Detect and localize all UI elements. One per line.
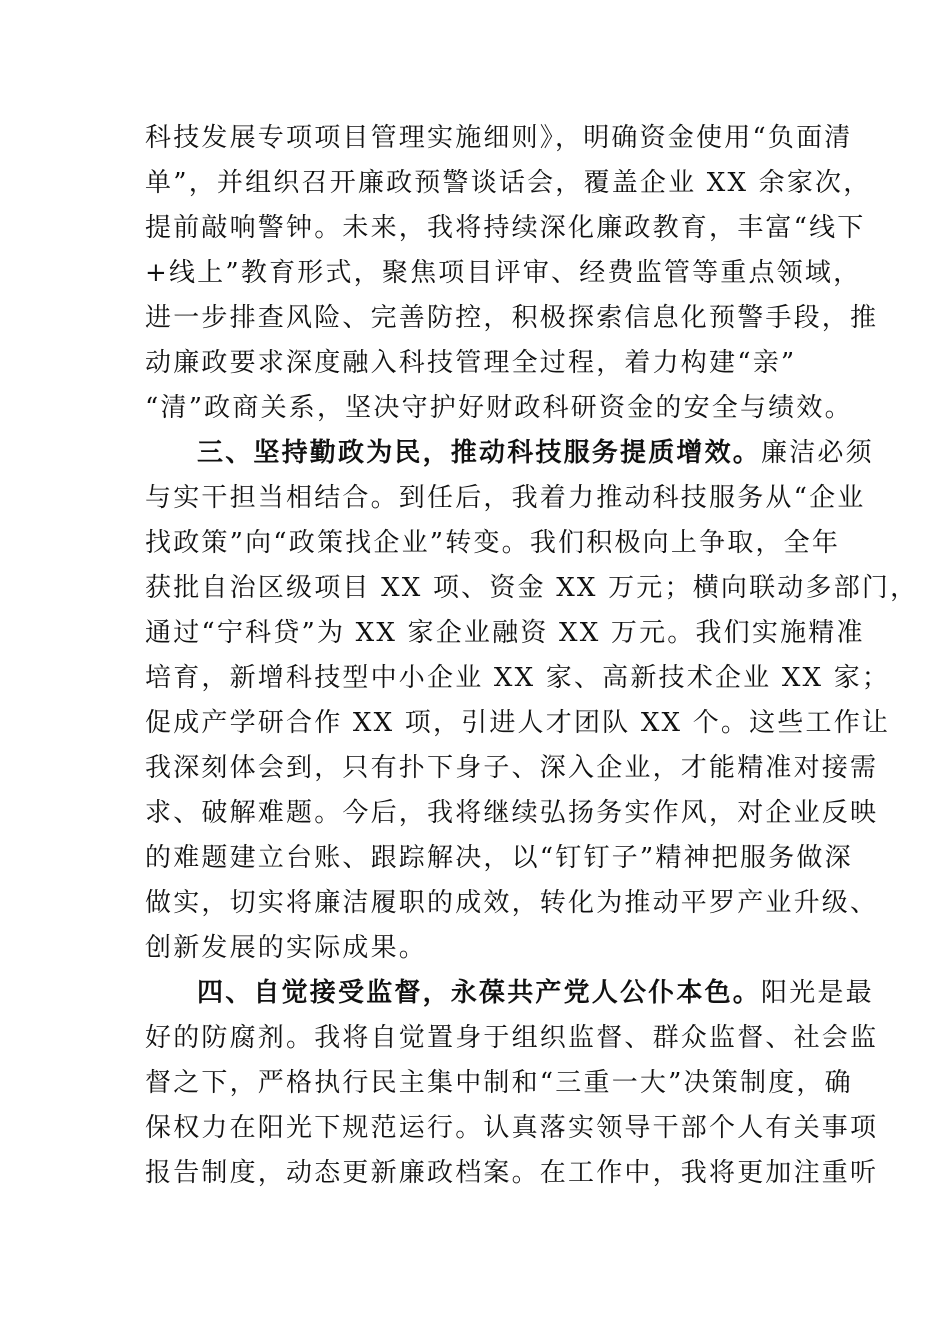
body-line: 督之下，严格执行民主集中制和“三重一大”决策制度，确	[145, 1068, 853, 1098]
body-line: 促成产学研合作 XX 项，引进人才团队 XX 个。这些工作让	[145, 708, 891, 738]
body-line: 与实干担当相结合。到任后，我着力推动科技服务从“企业	[145, 483, 866, 513]
body-line: 报告制度，动态更新廉政档案。在工作中，我将更加注重听	[145, 1158, 879, 1188]
section-4-heading: 四、自觉接受监督，永葆共产党人公仆本色。	[197, 978, 762, 1008]
body-line: 提前敲响警钟。未来，我将持续深化廉政教育，丰富“线下	[145, 213, 866, 243]
body-line: 做实，切实将廉洁履职的成效，转化为推动平罗产业升级、	[145, 888, 879, 918]
document-body	[145, 116, 919, 1196]
body-line: 科技发展专项项目管理实施细则》，明确资金使用“负面清	[145, 123, 853, 153]
body-line: +线上”教育形式，聚焦项目评审、经费监管等重点领域，	[145, 258, 862, 288]
body-line: 培育，新增科技型中小企业 XX 家、高新技术企业 XX 家；	[145, 663, 891, 693]
body-line: 求、破解难题。今后，我将继续弘扬务实作风，对企业反映	[145, 798, 879, 828]
section-3-first-line-text: 廉洁必须	[761, 438, 874, 468]
body-line: 找政策”向“政策找企业”转变。我们积极向上争取，全年	[145, 528, 841, 558]
section-3-heading: 三、坚持勤政为民，推动科技服务提质增效。	[197, 438, 762, 468]
section-4-first-line-text: 阳光是最	[761, 978, 874, 1008]
body-line: 的难题建立台账、跟踪解决，以“钉钉子”精神把服务做深	[145, 843, 853, 873]
body-line: “清”政商关系，坚决守护好财政科研资金的安全与绩效。	[145, 393, 853, 423]
body-line: 我深刻体会到，只有扑下身子、深入企业，才能精准对接需	[145, 753, 879, 783]
body-line: 创新发展的实际成果。	[145, 933, 428, 963]
body-line: 通过“宁科贷”为 XX 家企业融资 XX 万元。我们实施精准	[145, 618, 865, 648]
body-line: 进一步排查风险、完善防控，积极探索信息化预警手段，推	[145, 303, 879, 333]
body-line: 保权力在阳光下规范运行。认真落实领导干部个人有关事项	[145, 1113, 879, 1143]
body-line: 好的防腐剂。我将自觉置身于组织监督、群众监督、社会监	[145, 1023, 879, 1053]
body-line: 单”，并组织召开廉政预警谈话会，覆盖企业 XX 余家次，	[145, 168, 872, 198]
section-3-first-line	[145, 431, 874, 476]
body-line: 动廉政要求深度融入科技管理全过程，着力构建“亲”	[145, 348, 797, 378]
body-line: 获批自治区级项目 XX 项、资金 XX 万元；横向联动多部门，	[145, 573, 919, 603]
section-4-first-line	[145, 971, 874, 1016]
